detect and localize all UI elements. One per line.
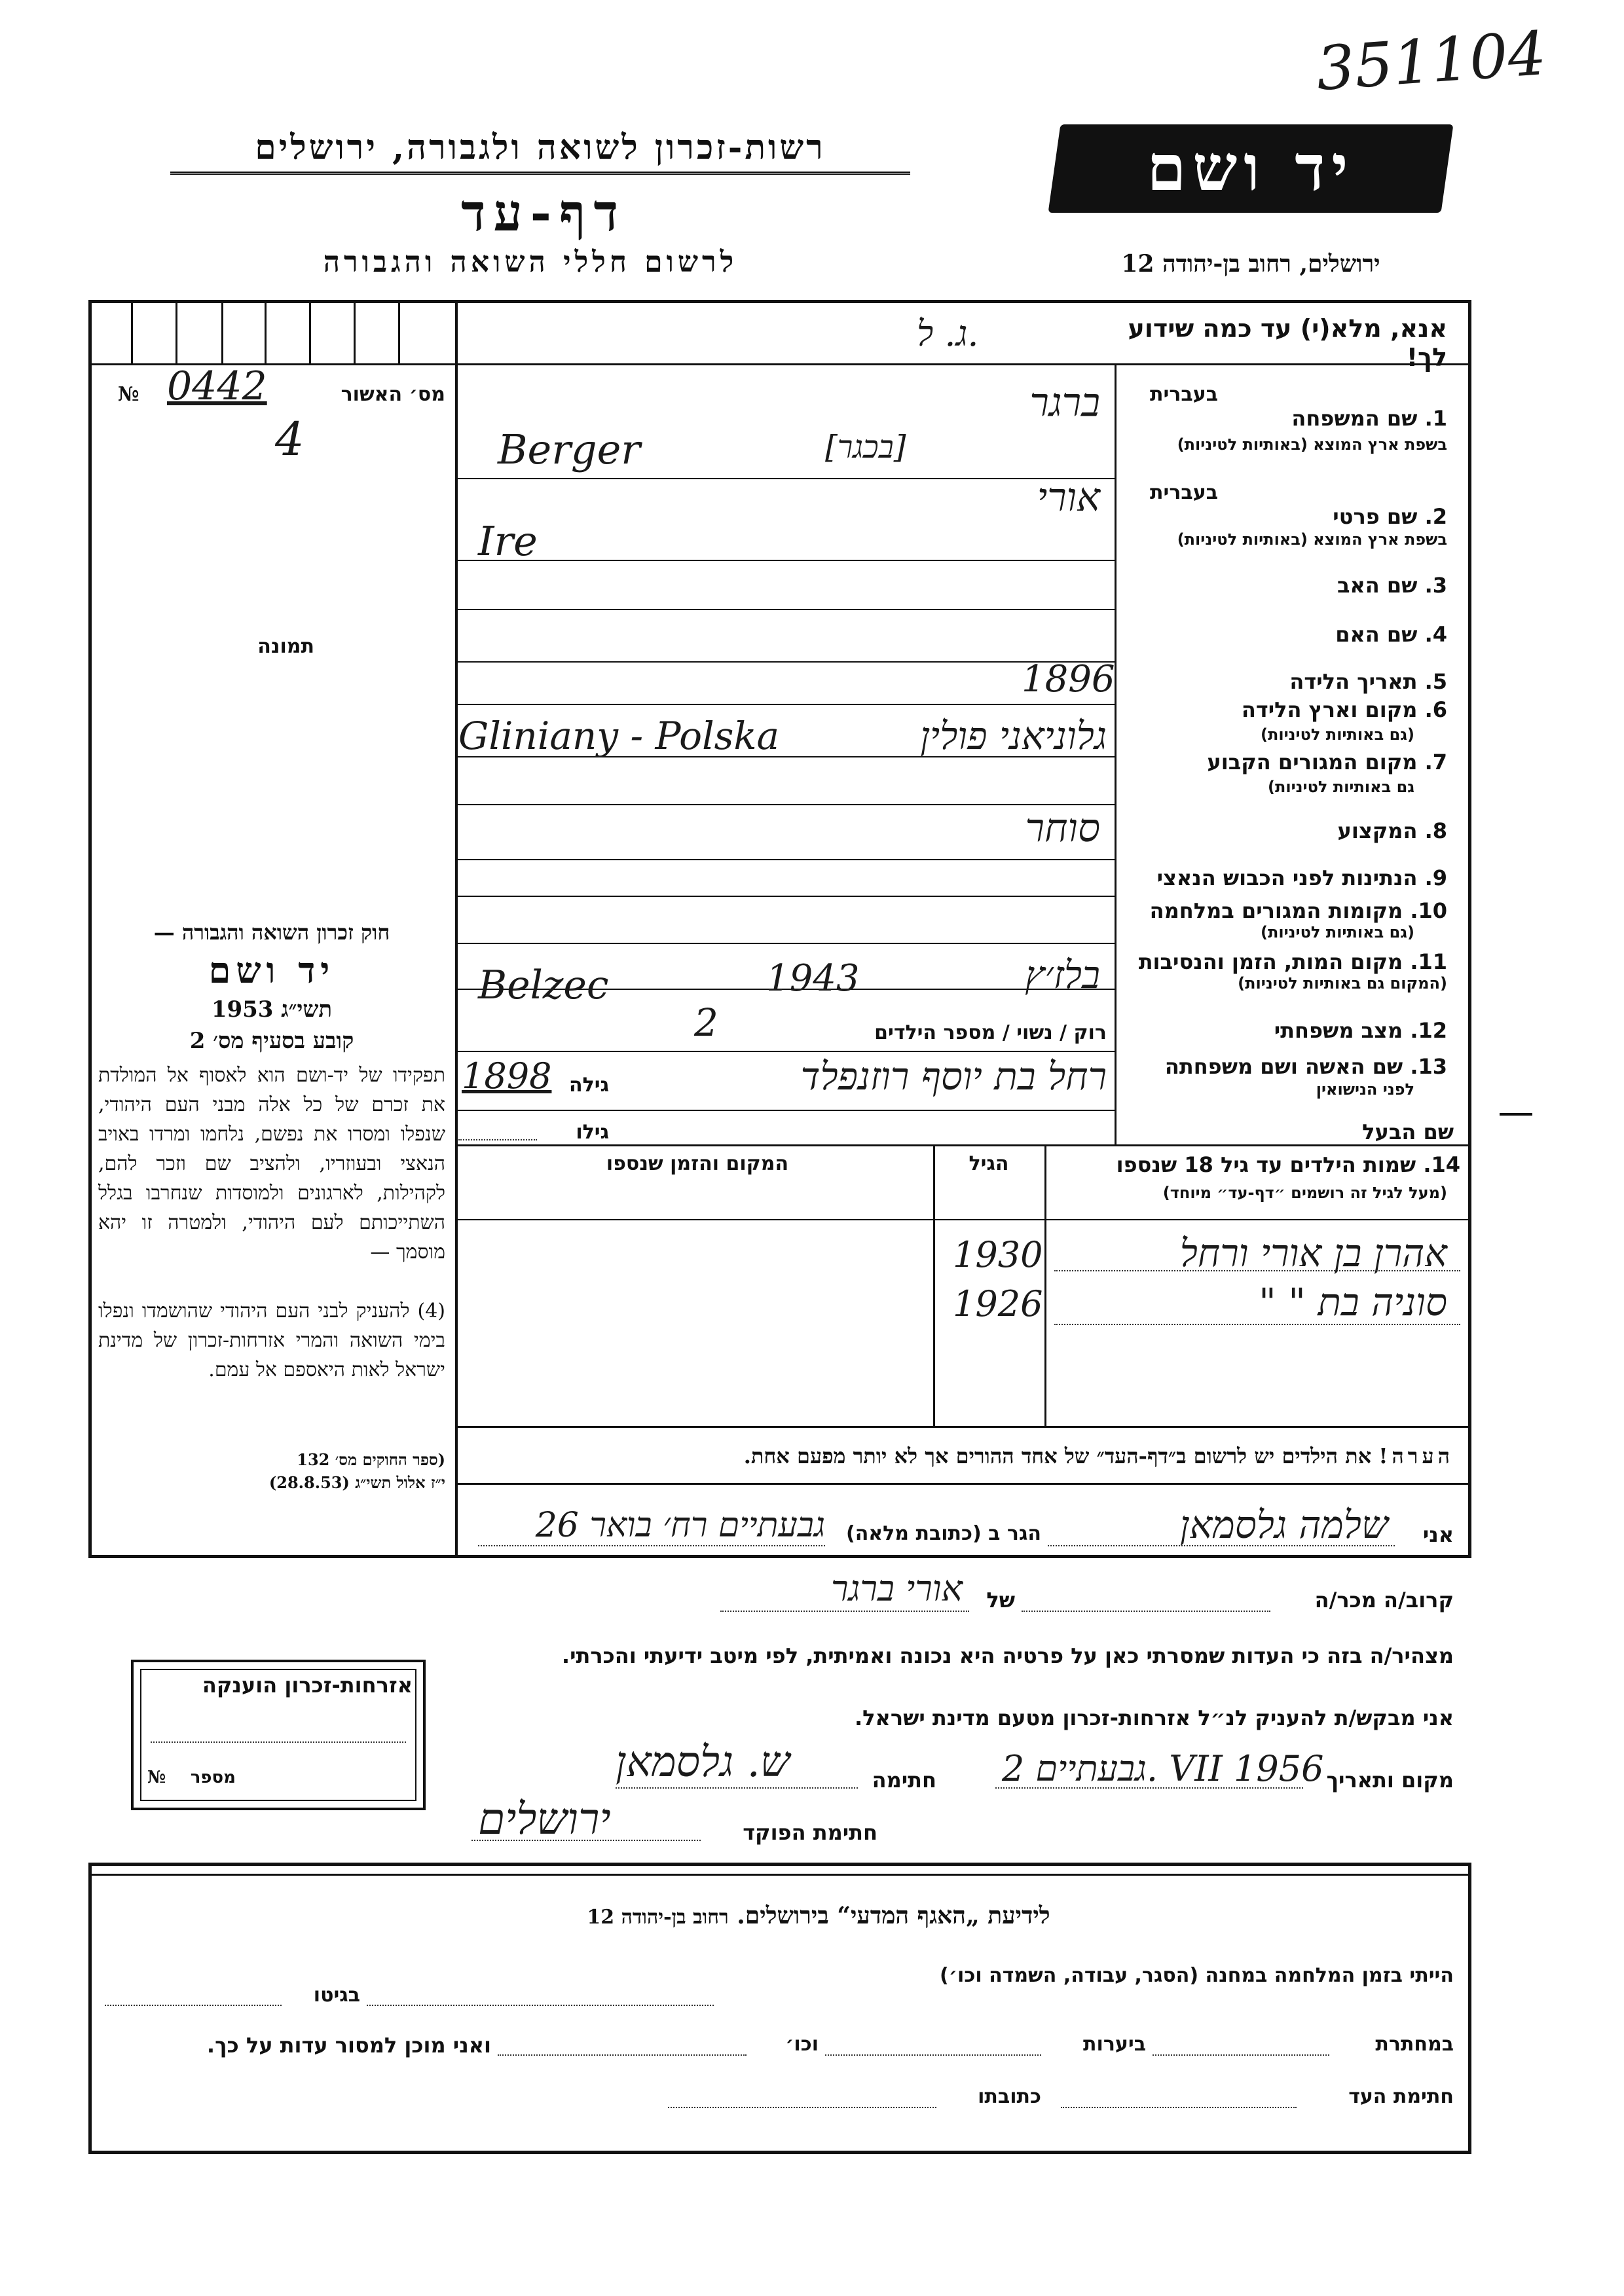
field-9-num: 9. — [1424, 866, 1447, 890]
field-6-text: מקום וארץ הלידה — [1241, 697, 1418, 722]
field-11-label — [1126, 949, 1447, 974]
field-8-label — [1126, 818, 1447, 843]
field-2-num: 2. — [1424, 504, 1447, 529]
field-7-num: 7. — [1424, 750, 1447, 774]
field-6-latin[interactable]: Gliniany - Polska — [458, 714, 780, 758]
law-text: תפקידו של יד-ושם הוא לאסוף אל המולדת את זכרם של כל אלה מבני העם היהודי, שנפלו ומסרו את נפשם, נלחמו ומרדו באויב הנאצי ובעוזריו, ולהציב שם וזכר להם, לקהילות, לארגונים ולמוסדות שנחרבו בגלל השתייכותם לעם היהודי, ולמטרה זו יהא מוסמך — — [98, 1064, 445, 1264]
field-12-children[interactable]: 2 — [694, 1000, 718, 1045]
field-12-label — [1126, 1018, 1447, 1043]
law-title: חוק זכרון השואה והגבורה — — [153, 920, 390, 945]
field-13-sub: לפני הנישואין — [1316, 1080, 1414, 1099]
field-9-label — [1126, 866, 1447, 890]
field-1-note[interactable]: [בכגר] — [825, 429, 906, 465]
field-11-text: מקום המות, הזמן והנסיבות — [1138, 949, 1403, 974]
law-name: יד ושם — [208, 949, 335, 991]
logo-text: יד ושם — [1147, 131, 1355, 205]
field-13-wife-age[interactable]: 1898 — [462, 1055, 552, 1097]
field-1-sub: בשפת ארץ המוצא (באותיות לטיניות) — [1177, 435, 1447, 454]
note-label: הערה! — [1378, 1444, 1454, 1468]
child-1-age[interactable]: 1930 — [953, 1234, 1043, 1275]
citizenship-no-label: № — [147, 1768, 166, 1787]
husband-label: שם הבעל — [1362, 1120, 1454, 1144]
footer-ghetto: בגיטו — [313, 1984, 360, 2007]
signature-label: חתימה — [872, 1768, 936, 1793]
place-date-label: מקום ותאריך — [1326, 1768, 1454, 1793]
signature-value[interactable]: ש. גלסמאן — [616, 1738, 790, 1787]
footer-underground: במחתרת — [1375, 2033, 1454, 2056]
field-10-num: 10. — [1410, 898, 1447, 923]
declarant-name[interactable]: שלמה גלסמאן — [1179, 1503, 1388, 1547]
citizenship-number-label: מספר — [190, 1768, 236, 1787]
citizenship-title: אזרחות-זכרון הוענקה — [202, 1673, 413, 1698]
children-num: 14. — [1423, 1152, 1460, 1177]
field-12-num: 12. — [1410, 1018, 1447, 1043]
intro-value[interactable]: ג. ל. — [917, 313, 979, 354]
field-11-num: 11. — [1410, 949, 1447, 974]
scan-mark — [1500, 1113, 1532, 1116]
footer-title-text: לידיעת „האגף המדעי“ בירושלים. — [737, 1902, 1050, 1929]
field-1-label — [1126, 406, 1447, 431]
field-5-value[interactable]: 1896 — [1022, 658, 1115, 701]
field-1-num: 1. — [1424, 406, 1447, 431]
field-2-hebrew[interactable]: אורי — [1037, 475, 1100, 520]
field-6-hebrew[interactable]: גלוניאני פולין — [920, 714, 1107, 758]
footer-ready: ואני מוכן למסור עדות על כך. — [206, 2033, 491, 2058]
law-ref: (ספר החוקים מס׳ 132 — [297, 1450, 445, 1469]
official-signature-label: חתימת הפוקד — [743, 1820, 877, 1845]
law-year: תשי״ג 1953 — [211, 996, 333, 1023]
footer-address: רחוב בן-יהודה 12 — [587, 1906, 729, 1929]
children-label — [1054, 1152, 1460, 1177]
photo-label: תמונה — [257, 635, 314, 658]
child-2-name[interactable]: סוניה בת " " — [1259, 1280, 1447, 1324]
field-12-text: מצב משפחתי — [1274, 1018, 1403, 1043]
relative-label: קרוב/ה מכר/ה — [1314, 1588, 1454, 1613]
husband-age-label: גילו — [576, 1121, 609, 1144]
field-7-text: מקום המגורים הקבוע — [1207, 750, 1418, 774]
approval-label: מס׳ האשור — [341, 383, 445, 406]
field-8-value[interactable]: סוחר — [1025, 805, 1100, 851]
of-label: של — [986, 1588, 1015, 1613]
declarant-i-label: אני — [1422, 1522, 1454, 1547]
field-10-sub: (גם באותיות לטיניות) — [1261, 923, 1414, 941]
intro-label: אנא, מלא(י) עד כמה שידוע לך! — [1128, 314, 1447, 372]
field-1-hebrew[interactable]: ברגר — [1029, 380, 1100, 426]
form-subtitle: לרשום חללי השואה והגבורה — [323, 246, 738, 279]
declare-text: מצהיר/ה בזה כי העדות שמסרתי כאן על פרטיה היא נכונה ואמיתית, לפי מיטב ידיעתי והכרתי. — [561, 1643, 1454, 1668]
field-4-num: 4. — [1424, 622, 1447, 647]
request-text: אני מבקש/ת להעניק לנ״ל אזרחות-זכרון מטעם מדינת ישראל. — [855, 1705, 1454, 1730]
field-2-text: שם פרטי — [1333, 504, 1418, 529]
field-7-sub: גם באותיות לטיניות) — [1267, 778, 1414, 796]
footer-forests: ביערות — [1083, 2033, 1146, 2056]
field-5-text: תאריך הלידה — [1289, 669, 1418, 694]
field-5-num: 5. — [1424, 669, 1447, 694]
field-3-label — [1126, 573, 1447, 598]
footer-address-label: כתובתו — [978, 2085, 1041, 2108]
declarant-address[interactable]: גבעתיים רח׳ בואר 26 — [535, 1506, 825, 1545]
footer-witness-sig: חתימת העד — [1348, 2085, 1454, 2108]
field-11-latin[interactable]: Belzec — [478, 962, 609, 1008]
field-9-text: הנתינות לפני הכבוש הנאצי — [1156, 866, 1418, 890]
field-13-text: שם האשה ושם משפחתה — [1164, 1054, 1403, 1079]
children-col-place: המקום והזמן שנספו — [606, 1152, 789, 1175]
form-title: דף-עד — [461, 183, 626, 243]
child-1-name[interactable]: אהרן בן אורי ורחל — [1179, 1231, 1447, 1275]
field-13-num: 13. — [1410, 1054, 1447, 1079]
field-8-num: 8. — [1424, 818, 1447, 843]
address: ירושלים, רחוב בן-יהודה 12 — [1121, 250, 1380, 278]
field-11-sub: (המקום גם באותיות לטיניות) — [1238, 974, 1447, 993]
place-date-value[interactable]: גבעתיים 2. VII 1956 — [1002, 1748, 1324, 1789]
footer-title — [458, 1902, 1179, 1929]
child-2-age[interactable]: 1926 — [953, 1283, 1043, 1324]
field-3-text: שם האב — [1337, 573, 1418, 598]
approval-number[interactable]: 0442 — [167, 363, 267, 409]
approval-no-label: № — [118, 383, 139, 406]
law-clause: קובע בסעיף מס׳ 2 — [189, 1028, 354, 1054]
field-6-sub: (גם באותיות לטיניות) — [1261, 725, 1414, 744]
field-4-label — [1126, 622, 1447, 647]
approval-extra[interactable]: 4 — [275, 412, 304, 466]
note-body: את הילדים יש לרשום ב״דף-העד״ של אחד ההורים אך לא יותר מפעם אחת. — [743, 1444, 1372, 1468]
note-text — [471, 1444, 1454, 1468]
field-11-hebrew[interactable]: בלז׳ץ — [1025, 953, 1100, 997]
relation-value[interactable]: אורי ברגר — [831, 1568, 963, 1609]
law-ref2: י״ז אלול תשי״ג (28.8.53) — [268, 1473, 445, 1492]
field-10-text: מקומות המגורים במלחמה — [1149, 898, 1403, 923]
field-10-label — [1126, 898, 1447, 923]
field-6-label — [1126, 697, 1447, 722]
footer-line1: הייתי בזמן המלחמה במחנה (הסגר, עבודה, השמדה וכו׳) — [940, 1964, 1454, 1987]
field-8-text: המקצוע — [1337, 818, 1418, 843]
children-text: שמות הילדים עד גיל 18 שנספו — [1116, 1152, 1416, 1177]
field-12-options: רוק / נשוי / מספר הילדים — [874, 1021, 1107, 1044]
field-1-latin[interactable]: Berger — [498, 426, 640, 473]
field-13-wife-name[interactable]: רחל בת יוסף רוזנפלד — [800, 1054, 1107, 1099]
authority-title: רשות-זכרון לשואה ולגבורה, ירושלים — [170, 128, 910, 175]
field-2-label — [1126, 504, 1447, 529]
field-7-label — [1126, 750, 1447, 774]
children-col-age: הגיל — [969, 1152, 1009, 1175]
archive-number: 351104 — [1314, 18, 1549, 105]
field-5-label — [1126, 669, 1447, 694]
field-13-age-label: גילה — [569, 1074, 609, 1097]
field-3-num: 3. — [1424, 573, 1447, 598]
declarant-lives-label: הגר ב (כתובת מלאה) — [845, 1522, 1041, 1545]
children-sub: (מעל לגיל זה רושמים ״דף-עד״ מיוחד) — [1162, 1184, 1447, 1202]
field-2-latin[interactable]: Ire — [478, 517, 538, 565]
field-4-text: שם האם — [1335, 622, 1418, 647]
field-1-text: שם המשפחה — [1291, 406, 1418, 431]
field-13-label — [1126, 1054, 1447, 1079]
official-signature[interactable]: ירושלים — [478, 1794, 611, 1844]
field-1-lang: בעברית — [1150, 383, 1218, 406]
field-2-lang: בעברית — [1150, 481, 1218, 504]
law-text2: (4) להעניק לבני העם היהודי שהושמדו ונפלו בימי השואה והמרי אזרחות-זכרון של מדינת ישראל לאות היאספם אל עמם. — [98, 1300, 445, 1381]
footer-etc: וכו׳ — [785, 2033, 819, 2056]
field-11-year[interactable]: 1943 — [766, 957, 860, 1000]
field-6-num: 6. — [1424, 697, 1447, 722]
field-2-sub: בשפת ארץ המוצא (באותיות לטיניות) — [1177, 530, 1447, 549]
